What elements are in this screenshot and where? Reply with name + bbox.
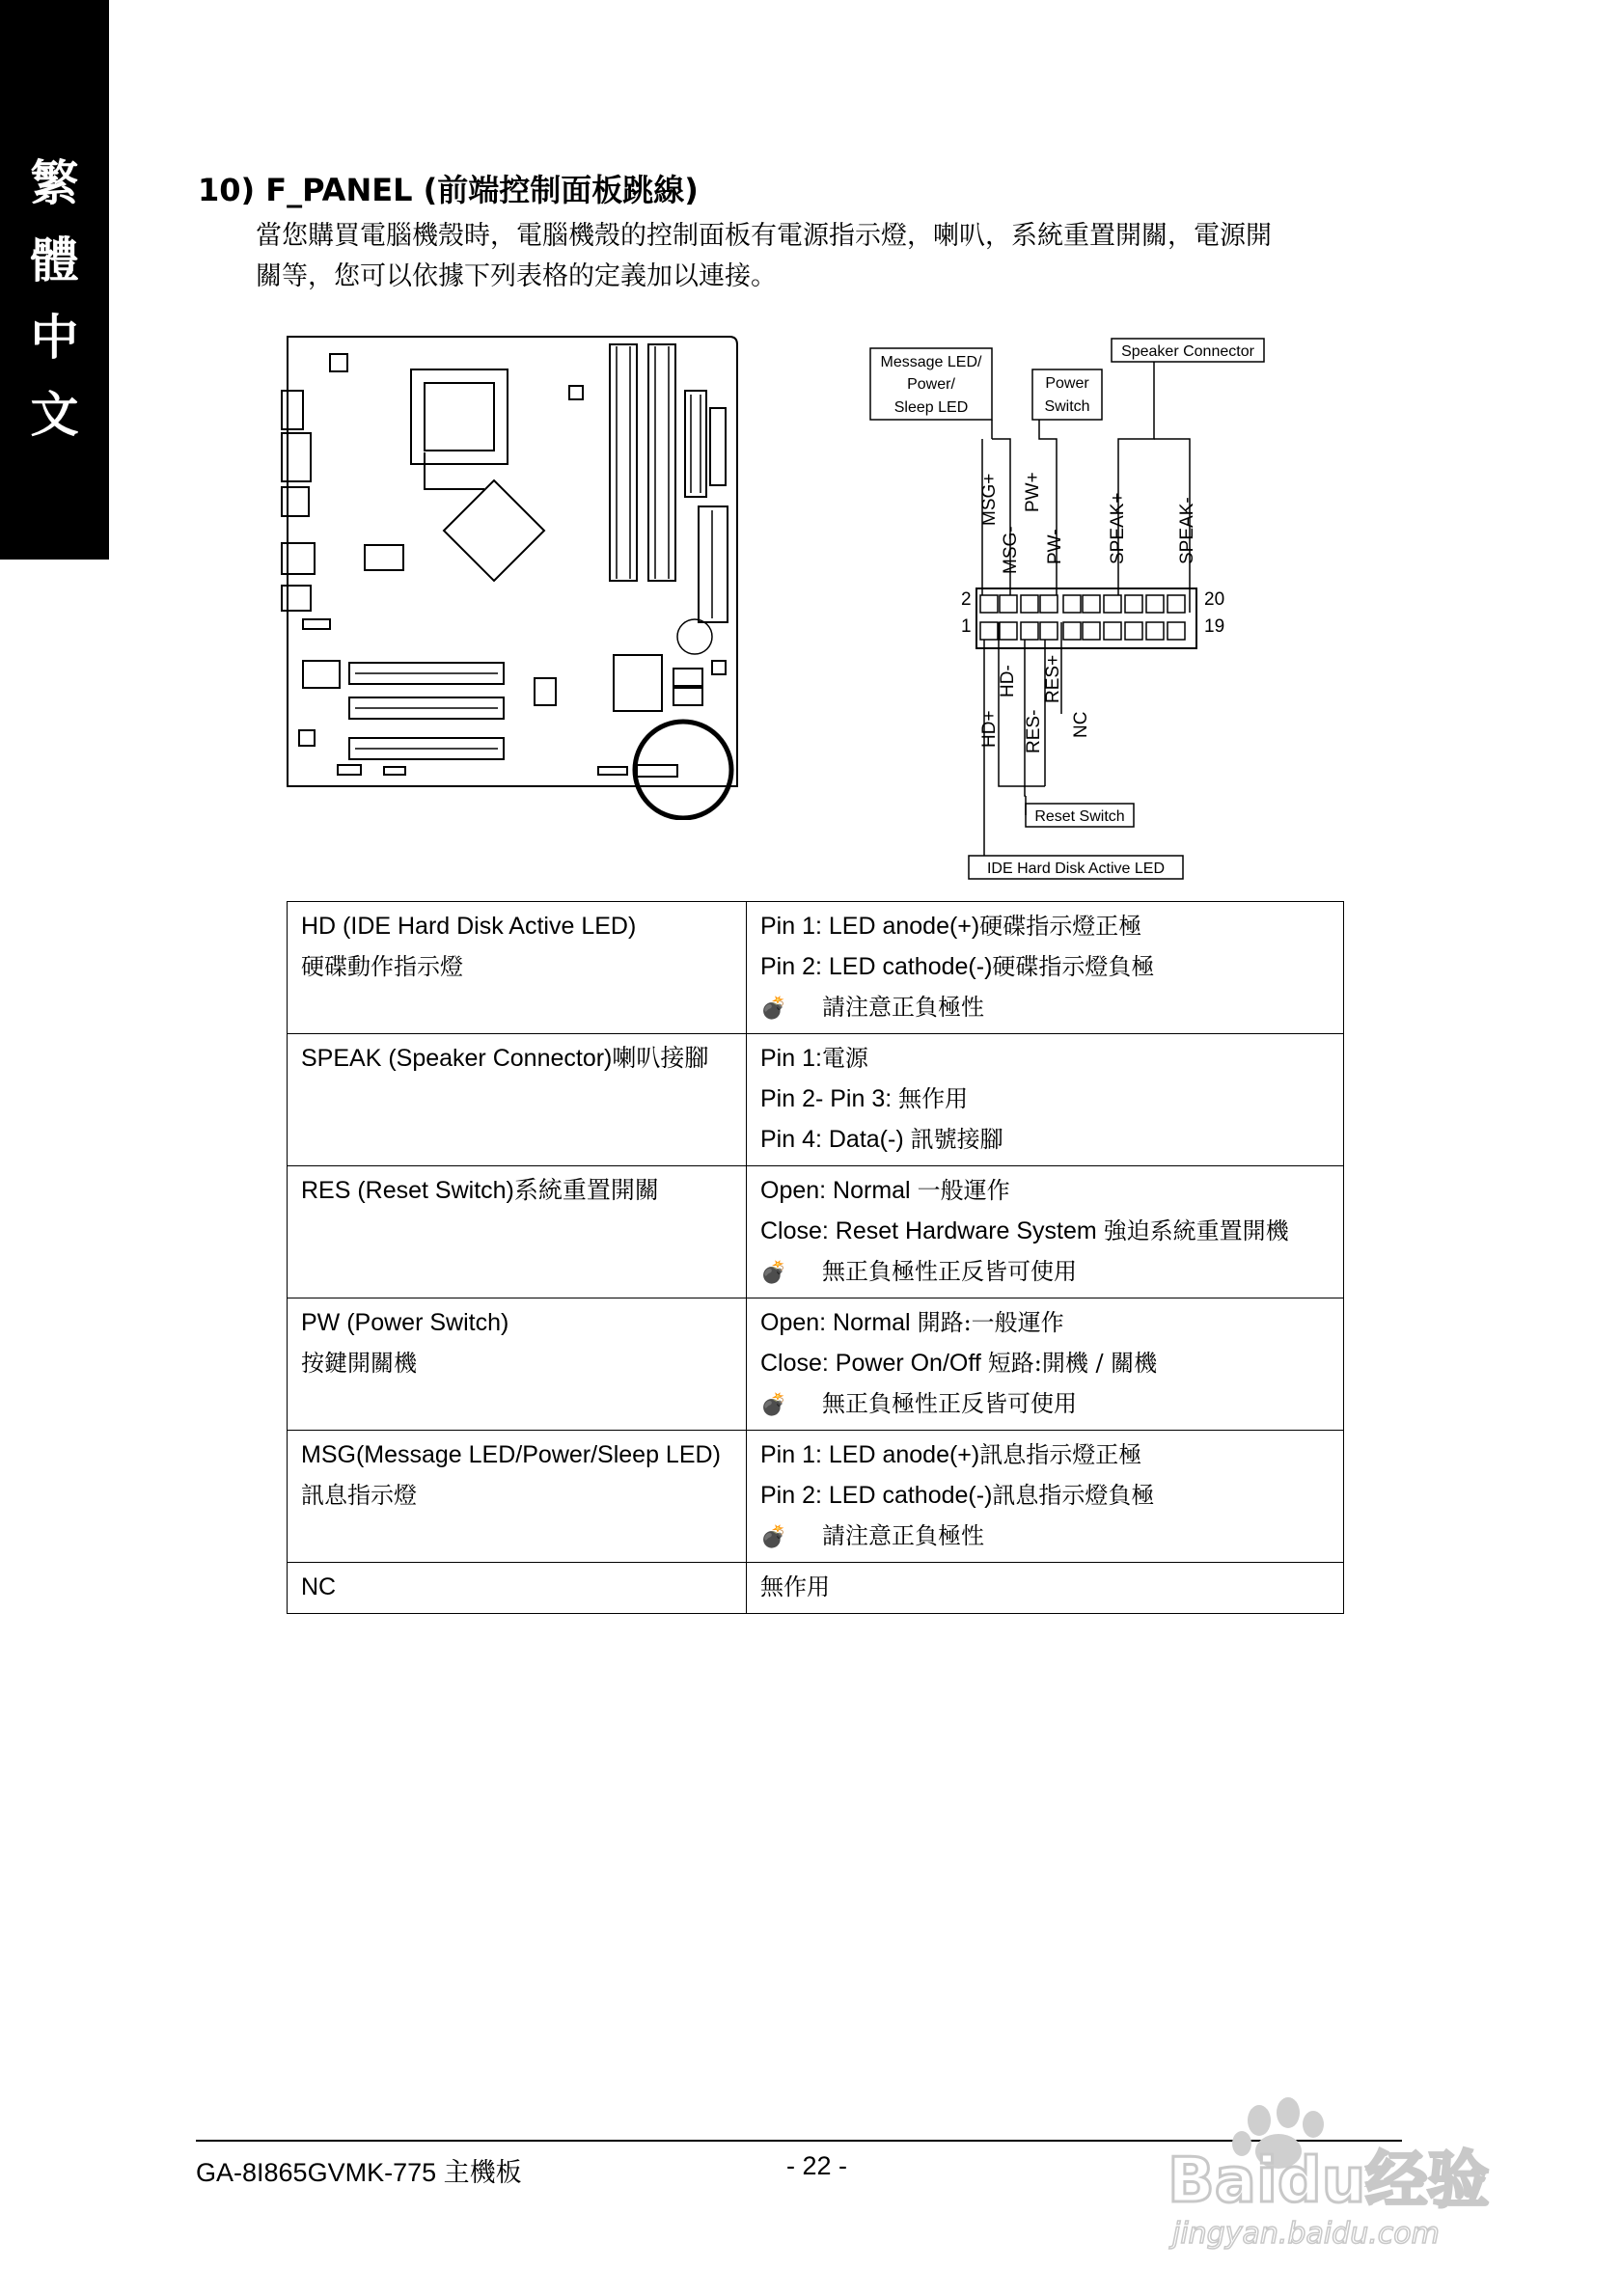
language-side-tab	[0, 0, 109, 560]
table-row	[288, 902, 1344, 1034]
desc-zh: 無作用	[898, 1085, 969, 1112]
section-heading: 10) F_PANEL (前端控制面板跳線)	[198, 172, 699, 208]
watermark-brand: Baidu经验	[1168, 2146, 1490, 2217]
label-box-text: Switch	[1044, 398, 1090, 415]
desc-en: Open: Normal	[760, 1177, 911, 1204]
footer-model: GA-8I865GVMK-775 主機板	[196, 2158, 522, 2187]
pin-name-cell	[288, 1166, 747, 1298]
desc-note: 請注意正負極性	[822, 1522, 984, 1549]
table-row	[288, 1166, 1344, 1298]
pin-description-cell	[747, 1563, 1344, 1614]
desc-zh: 訊息指示燈負極	[992, 1482, 1155, 1509]
label-box-text: Speaker Connector	[1121, 343, 1254, 360]
desc-en: Pin 2: LED cathode(-)	[760, 1482, 993, 1509]
pin-label-msg-plus: MSG+	[979, 473, 1000, 526]
desc-note: 無正負極性正反皆可使用	[822, 1258, 1077, 1285]
f-panel-pinout-diagram	[868, 333, 1274, 888]
intro-paragraph	[256, 216, 1442, 297]
desc-note: 請注意正負極性	[822, 994, 984, 1021]
pin-name: SPEAK (Speaker Connector)喇叭接腳	[301, 1045, 709, 1072]
desc-en: Pin 2- Pin 3:	[760, 1085, 893, 1112]
desc-zh: 訊息指示燈正極	[979, 1441, 1142, 1468]
pin-number: 1	[961, 616, 972, 637]
desc-en: Pin 1:	[760, 1045, 822, 1072]
desc-zh: 無作用	[760, 1573, 830, 1600]
desc-zh: 訊號接腳	[910, 1126, 1003, 1153]
pin-label-nc: NC	[1071, 711, 1091, 738]
bomb-icon: 💣	[760, 996, 787, 1020]
side-tab-char: 中	[30, 309, 79, 366]
pin-name-zh: 按鍵開關機	[301, 1350, 417, 1377]
side-tab-char: 文	[30, 386, 79, 443]
pin-name: MSG(Message LED/Power/Sleep LED)	[301, 1441, 721, 1468]
pin-label-hd-minus: HD-	[998, 665, 1018, 697]
desc-en: Open: Normal	[760, 1309, 911, 1336]
pin-label-res-plus: RES+	[1043, 654, 1063, 703]
desc-zh: 硬碟指示燈正極	[979, 913, 1142, 940]
pin-name-cell	[288, 902, 747, 1034]
intro-line: 關等，您可以依據下列表格的定義加以連接。	[256, 261, 777, 291]
pin-name-cell	[288, 1034, 747, 1166]
intro-line: 當您購買電腦機殼時，電腦機殼的控制面板有電源指示燈，喇叭，系統重置開關，電源開	[256, 221, 1272, 251]
pin-label-speak-plus: SPEAK+	[1108, 492, 1128, 564]
pin-label-pw-minus: PW-	[1045, 529, 1065, 564]
pin-label-hd-plus: HD+	[979, 710, 1000, 748]
pin-name: RES (Reset Switch)系統重置開關	[301, 1177, 659, 1204]
motherboard-layout-diagram	[280, 333, 743, 820]
pin-label-pw-plus: PW+	[1023, 472, 1043, 512]
desc-zh: 電源	[821, 1045, 868, 1072]
pin-name: PW (Power Switch)	[301, 1309, 509, 1336]
watermark-url: jingyan.baidu.com	[1172, 2217, 1440, 2251]
pin-description-cell	[747, 1298, 1344, 1431]
pin-name-cell	[288, 1298, 747, 1431]
side-tab-char: 繁	[30, 154, 79, 211]
desc-en: Close: Power On/Off	[760, 1350, 981, 1377]
side-tab-char: 體	[30, 232, 79, 288]
table-row	[288, 1298, 1344, 1431]
desc-zh: 一般運作	[917, 1177, 1010, 1204]
bomb-icon: 💣	[760, 1392, 787, 1416]
pin-name-zh: 硬碟動作指示燈	[301, 953, 463, 980]
pin-description-cell	[747, 902, 1344, 1034]
pin-label-res-minus: RES-	[1024, 709, 1044, 753]
desc-en: Pin 1: LED anode(+)	[760, 913, 980, 940]
label-box-text: Power/	[907, 376, 955, 393]
pin-name-cell	[288, 1431, 747, 1563]
pin-name: HD (IDE Hard Disk Active LED)	[301, 913, 637, 940]
desc-en: Pin 2: LED cathode(-)	[760, 953, 993, 980]
pin-definition-table	[287, 901, 1344, 1614]
pin-description-cell	[747, 1166, 1344, 1298]
pin-name: NC	[301, 1573, 337, 1600]
label-box-text: Message LED/	[880, 354, 982, 370]
pin-label-msg-minus: MSG-	[1001, 526, 1021, 574]
desc-en: Pin 1: LED anode(+)	[760, 1441, 980, 1468]
pin-description-cell	[747, 1034, 1344, 1166]
desc-zh: 強迫系統重置開機	[1103, 1217, 1289, 1244]
desc-zh: 開路:一般運作	[917, 1309, 1064, 1336]
label-box-text: IDE Hard Disk Active LED	[986, 861, 1166, 877]
table-row	[288, 1431, 1344, 1563]
label-box-text: Power	[1045, 375, 1089, 392]
table-row	[288, 1034, 1344, 1166]
pin-name-zh: 訊息指示燈	[301, 1482, 417, 1509]
pin-number: 2	[961, 589, 972, 610]
page-number: - 22 -	[786, 2151, 848, 2180]
label-box-text: Reset Switch	[1034, 808, 1125, 825]
desc-note: 無正負極性正反皆可使用	[822, 1390, 1077, 1417]
desc-en: Pin 4: Data(-)	[760, 1126, 904, 1153]
bomb-icon: 💣	[760, 1524, 787, 1548]
desc-zh: 短路:開機 / 關機	[987, 1350, 1158, 1377]
bomb-icon: 💣	[760, 1260, 787, 1284]
table-row	[288, 1563, 1344, 1614]
baidu-watermark	[1153, 2093, 1539, 2257]
label-box-text: Sleep LED	[893, 399, 969, 416]
desc-en: Close: Reset Hardware System	[760, 1217, 1097, 1244]
pin-number: 19	[1204, 616, 1225, 637]
pin-label-speak-minus: SPEAK-	[1177, 497, 1197, 564]
pin-number: 20	[1204, 589, 1225, 610]
pin-name-cell	[288, 1563, 747, 1614]
pin-description-cell	[747, 1431, 1344, 1563]
desc-zh: 硬碟指示燈負極	[992, 953, 1155, 980]
